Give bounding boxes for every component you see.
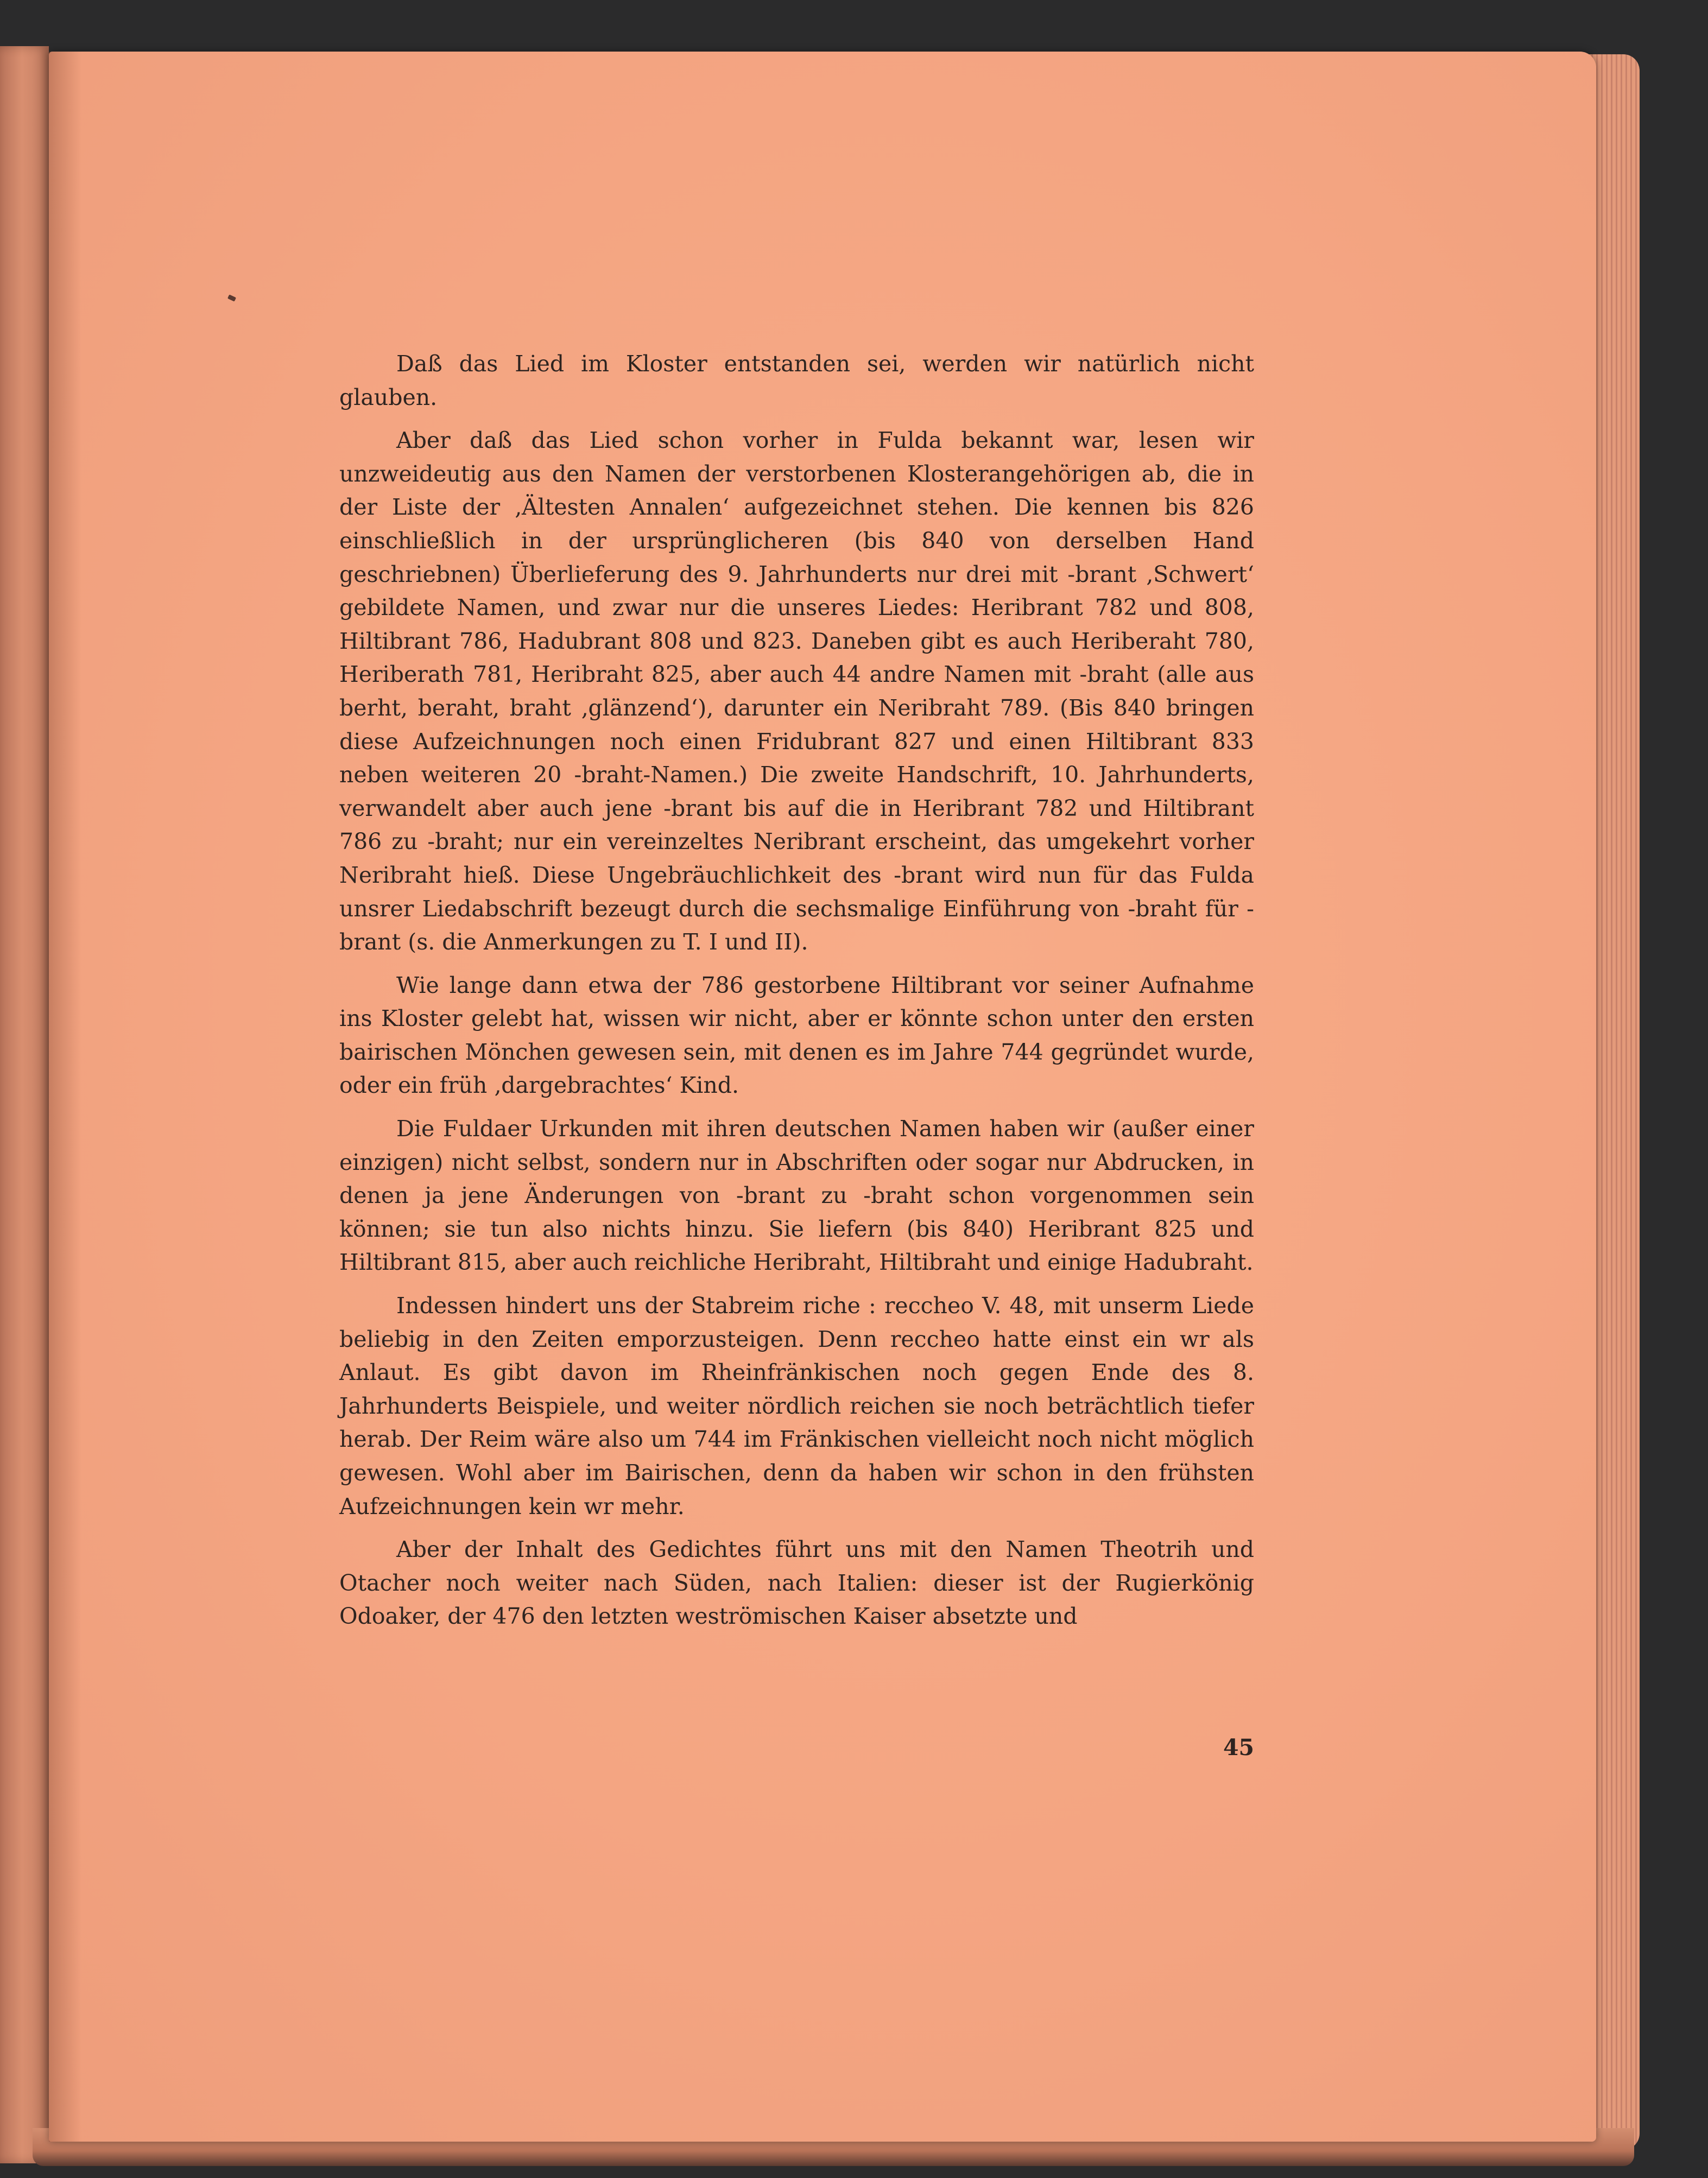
paragraph: Daß das Lied im Kloster entstanden sei, werden wir natürlich nicht glauben. [339, 351, 1254, 410]
gutter-shadow [49, 52, 81, 2142]
page-number: 45 [1223, 1734, 1254, 1761]
paragraph: Aber daß das Lied schon vorher in Fulda bekannt war, lesen wir unzweideutig aus den Namen der verstorbenen Klosterangehörigen ab, die in der Liste der ‚Ältesten Annalen‘ aufgezeichnet stehen. Die kennen bis 826 einschließlich in der ursprünglicheren (bis 840 von derselben Hand geschriebnen) Überlieferung des 9. Jahrhunderts nur drei mit -brant ‚Schwert‘ gebildete Namen, und zwar nur die unseres Liedes: Heribrant 782 und 808, Hiltibrant 786, Hadubrant 808 und 823. Daneben gibt es auch Heriberaht 780, Heriberath 781, Heribraht 825, aber auch 44 andre Namen mit -braht (alle aus berht, beraht, braht ‚glänzend‘), darunter ein Neribraht 789. (Bis 840 bringen diese Aufzeichnungen noch einen Fridubrant 827 und einen Hiltibrant 833 neben weiteren 20 -braht-Namen.) Die zweite Handschrift, 10. Jahrhunderts, verwandelt aber auch jene -brant bis auf die in Heribrant 782 und Hiltibrant 786 zu -braht; nur ein vereinzeltes Neribrant erscheint, das umgekehrt vorher Neribraht hieß. Diese Ungebräuchlichkeit des -brant wird nun für das Fulda unsrer Liedabschrift bezeugt durch die sechsmalige Einführung von -braht für -brant (s. die Anmerkungen zu T. I und II). [339, 427, 1254, 955]
previous-page-edge [0, 46, 49, 2163]
paragraph: Indessen hindert uns der Stabreim riche : reccheo V. 48, mit unserm Liede beliebig in den Zeiten emporzusteigen. Denn reccheo hatte einst ein wr als Anlaut. Es gibt davon im Rheinfränkischen noch gegen Ende des 8. Jahrhunderts Beispiele, und weiter nördlich reichen sie noch beträchtlich tiefer herab. Der Reim wäre also um 744 im Fränkischen vielleicht noch nicht möglich gewesen. Wohl aber im Bairischen, denn da haben wir schon in den frühsten Aufzeichnungen kein wr mehr. [339, 1293, 1254, 1519]
margin-mark [227, 294, 236, 301]
paragraph: Die Fuldaer Urkunden mit ihren deutschen Namen haben wir (außer einer einzigen) nicht selbst, sondern nur in Abschriften oder sogar nur Abdrucken, in denen ja jene Änderungen von -brant zu -braht schon vorgenommen sein können; sie tun also nichts hinzu. Sie liefern (bis 840) Heribrant 825 und Hiltibrant 815, aber auch reichliche Heribraht, Hiltibraht und einige Hadubraht. [339, 1116, 1254, 1276]
book-page [49, 52, 1596, 2142]
body-text [339, 347, 1254, 1643]
paragraph: Aber der Inhalt des Gedichtes führt uns mit den Namen Theotrih und Otacher noch weiter nach Süden, nach Italien: dieser ist der Rugierkönig Odoaker, der 476 den letzten weströmischen Kaiser absetzte und [339, 1536, 1254, 1630]
paragraph: Wie lange dann etwa der 786 gestorbene Hiltibrant vor seiner Aufnahme ins Kloster gelebt hat, wissen wir nicht, aber er könnte schon unter den ersten bairischen Mönchen gewesen sein, mit denen es im Jahre 744 gegründet wurde, oder ein früh ‚dargebrachtes‘ Kind. [339, 972, 1254, 1099]
